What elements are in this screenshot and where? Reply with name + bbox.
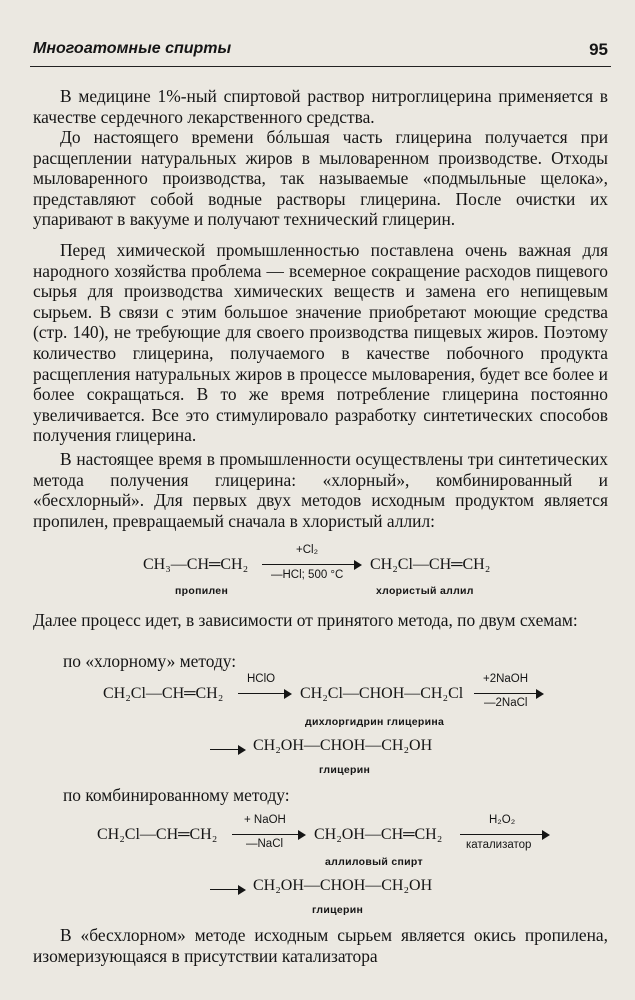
cond-nacl: —NaCl [246,838,284,850]
continuation-arrow [210,885,246,895]
formula-glycerol: CH₂OH—CHOH—CH₂OH [253,737,433,754]
formula-glycerol: CH₂OH—CHOH—CH₂OH [253,877,433,894]
heading-chlorine-method: по «хлорному» методу: [63,651,237,671]
cond-h2o2: H₂O₂ [489,814,516,826]
formula-propylene: CH₃—CH═CH₂ [143,556,249,573]
paragraph-food-raw-materials: Перед химической промышленностью поставлена очень важная для народного хозяйства проблема — всемерное сокращение расходов пищевого сырья для производства химических веществ и замена его непищевым сырьем. В связи с этим большое значение приобретают моющие средства (стр. 140), не требующие для своего производства пищевых жиров. Поэтому количество глицерина, получаемого в качестве побочного продукта расщепления натуральных жиров в процессе мыловарения, будет все более и более сокращаться. В то же время потребление глицерина постоянно увеличивается. Все это стимулировало разработку синтетических способов получения глицерина. [33,240,608,446]
formula-allyl-chloride: CH₂Cl—CH═CH₂ [103,685,224,702]
section-title: Многоатомные спирты [33,40,232,57]
paragraph-nitroglycerin: В медицине 1%-ный спиртовой раствор нитроглицерина применяется в качестве сердечного лекарственного средства. [33,86,608,127]
cond-2nacl: —2NaCl [484,697,528,709]
label-glycerol: глицерин [312,904,364,916]
label-allyl-alcohol: аллиловый спирт [325,856,423,868]
formula-allyl-chloride: CH₂Cl—CH═CH₂ [370,556,491,573]
label-glycerol-dichlorohydrin: дихлоргидрин глицерина [305,716,445,728]
cond-2naoh: +2NaOH [483,673,529,685]
paragraph-soap-production: До настоящего времени бóльшая часть глицерина получается при расщеплении натуральных жиров в мыловаренном производстве. Отходы мыловаренного производства, так называемые «подмыльные щелока», представляют собой водные растворы глицерина. После очистки их упаривают в вакууме и получают технический глицерин. [33,127,608,230]
cond-hcl-500: —HCl; 500 °C [271,569,344,581]
label-propylene: пропилен [175,585,229,597]
paragraph-synthetic-methods: В настоящее время в промышленности осуществлены три синтетических метода получения глицерина: «хлорный», комбинированный и «бесхлорный». Для первых двух методов исходным продуктом является пропилен, превращаемый сначала в хлористый аллил: [33,449,608,531]
continuation-arrow [210,745,246,755]
header-rule [30,66,611,67]
page-number: 95 [589,40,608,59]
label-glycerol: глицерин [319,764,371,776]
cond-naoh: + NaOH [244,814,286,826]
cond-cl2: +Cl₂ [296,544,319,556]
paragraph-chlorine-free-method: В «бесхлорном» методе исходным сырьем является окись пропилена, изомеризующаяся в присутствии катализатора [33,925,608,966]
formula-glycerol-dichlorohydrin: CH₂Cl—CHOH—CH₂Cl [300,685,464,702]
paragraph-two-schemes: Далее процесс идет, в зависимости от принятого метода, по двум схемам: [33,610,578,630]
label-allyl-chloride: хлористый аллил [376,585,474,597]
heading-combined-method: по комбинированному методу: [63,785,290,805]
reaction-arrow [238,689,292,699]
formula-allyl-alcohol: CH₂OH—CH═CH₂ [314,826,443,843]
cond-hclo: HClO [247,673,276,685]
formula-allyl-chloride: CH₂Cl—CH═CH₂ [97,826,218,843]
cond-catalyst: катализатор [466,839,532,851]
